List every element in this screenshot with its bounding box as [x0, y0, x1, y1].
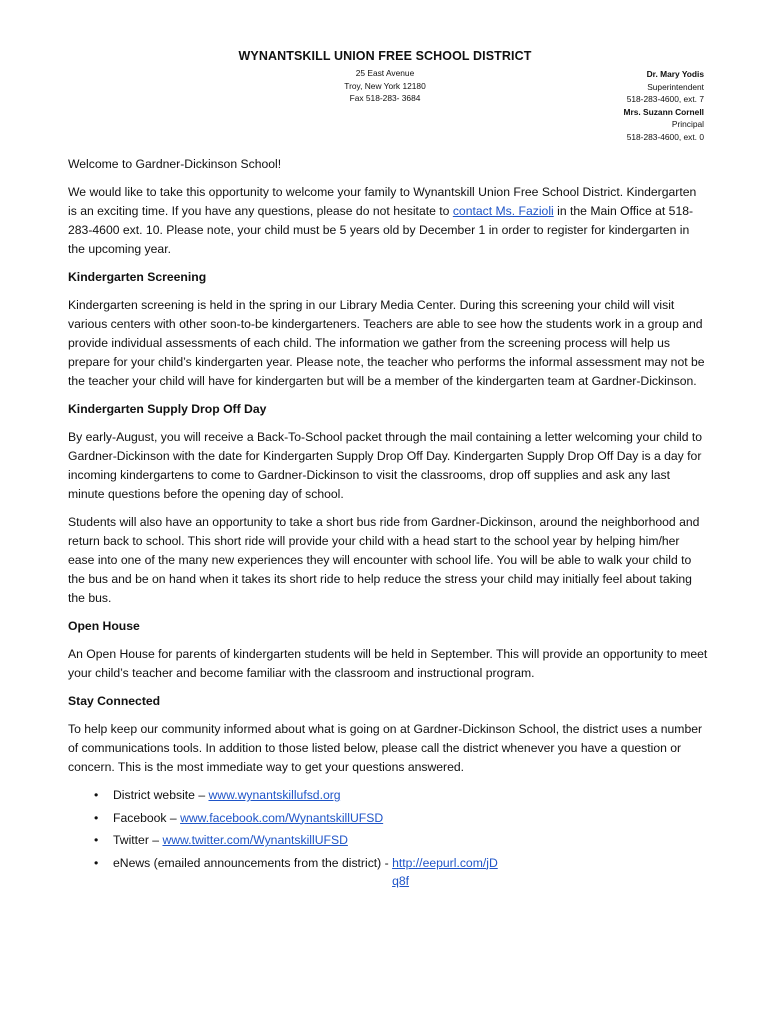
bullet-icon: •: [94, 788, 99, 802]
list-item: [68, 786, 708, 805]
screening-paragraph: Kindergarten screening is held in the spring in our Library Media Center. During this screening your child will visit various centers with other soon-to-be kindergarteners. Teachers are able to see how the students work in a group and provide individual assessments of each child. The information we gather from the screening process will help us prepare for your child’s kindergarten year. Please note, the teacher who performs the informal assessment may not be the teacher your child will have for kindergarten but will be a member of the kindergarten team at Gardner-Dickinson.: [68, 298, 705, 388]
list-item-label: District website –: [113, 788, 209, 802]
district-website-link[interactable]: www.wynantskillufsd.org: [208, 788, 341, 802]
intro-text-end: in the Main Office at 518-283-4600 ext. 10. Please note, your child must be 5 years old by December 1 in order to register for kindergarten in the upcoming year.: [68, 204, 694, 256]
welcome-line: Welcome to Gardner-Dickinson School!: [68, 157, 282, 171]
bullet-icon: •: [94, 855, 99, 870]
address-line-1: 25 East Avenue: [355, 68, 415, 78]
list-item-label: Twitter –: [113, 833, 163, 847]
list-item: [68, 854, 708, 891]
superintendent-name: Dr. Mary Yodis: [646, 69, 704, 79]
intro-text-start: We would like to take this opportunity to welcome your family to Wynantskill Union Free School District. Kindergarten is an exciting time. If you have any questions, please do not hesitate to: [68, 185, 697, 218]
enews-link[interactable]: http://eepurl.com/jDq8f: [392, 855, 498, 888]
open-house-heading: Open House: [68, 619, 140, 633]
screening-heading: Kindergarten Screening: [68, 270, 207, 284]
list-item-label: Facebook –: [113, 810, 181, 825]
address-line-2: Troy, New York 12180: [344, 80, 426, 91]
principal-title: Principal: [671, 119, 704, 130]
bullet-icon: •: [94, 810, 99, 825]
letter-body: [68, 155, 708, 895]
stay-connected-paragraph: To help keep our community informed about what is going on at Gardner-Dickinson School, the district uses a number of communications tools. In addition to those listed below, please call the district whenever you have a question or concern. This is the most immediate way to get your questions answered.: [68, 722, 703, 774]
fax-number: Fax 518-283- 3684: [349, 93, 421, 103]
supply-heading: Kindergarten Supply Drop Off Day: [68, 402, 267, 416]
list-item: [68, 831, 708, 850]
bus-paragraph: Students will also have an opportunity to take a short bus ride from Gardner-Dickinson, around the neighborhood and return back to school. This short ride will provide your child with a head start to the school year by helping him/her ease into one of the many new experiences they will encounter with school life. You will be able to walk your child to the bus and be on hand when it takes its short ride to help reduce the stress your child may initially feel about taking the bus.: [68, 515, 700, 605]
principal-phone: 518-283-4600, ext. 0: [626, 131, 704, 142]
superintendent-title: Superintendent: [647, 81, 704, 92]
administration-contacts: [504, 68, 704, 144]
list-item: [68, 809, 708, 828]
contact-fazioli-link[interactable]: contact Ms. Fazioli: [452, 204, 554, 218]
principal-name: Mrs. Suzann Cornell: [623, 106, 704, 117]
stay-connected-heading: Stay Connected: [68, 694, 161, 708]
superintendent-phone: 518-283-4600, ext. 7: [626, 94, 704, 105]
facebook-link[interactable]: www.facebook.com/WynantskillUFSD: [180, 810, 384, 825]
open-house-paragraph: An Open House for parents of kindergarten students will be held in September. This will provide an opportunity to meet your child’s teacher and become familiar with the classroom and instructional program.: [68, 647, 708, 680]
twitter-link[interactable]: www.twitter.com/WynantskillUFSD: [162, 833, 348, 847]
district-title: WYNANTSKILL UNION FREE SCHOOL DISTRICT: [238, 49, 532, 63]
list-item-label: eNews (emailed announcements from the district) -: [113, 855, 393, 870]
supply-paragraph: By early-August, you will receive a Back-To-School packet through the mail containing a letter welcoming your child to Gardner-Dickinson with the date for Kindergarten Supply Drop Off Day. Kindergarten Supply Drop Off Day is a day for incoming kindergartens to come to Gardner-Dickinson to visit the classrooms, drop off supplies and ask any last minute questions before the opening day of school.: [68, 430, 703, 501]
intro-paragraph: [68, 183, 708, 259]
bullet-icon: •: [94, 833, 99, 847]
connect-list: [68, 786, 708, 891]
district-address: [290, 67, 480, 105]
